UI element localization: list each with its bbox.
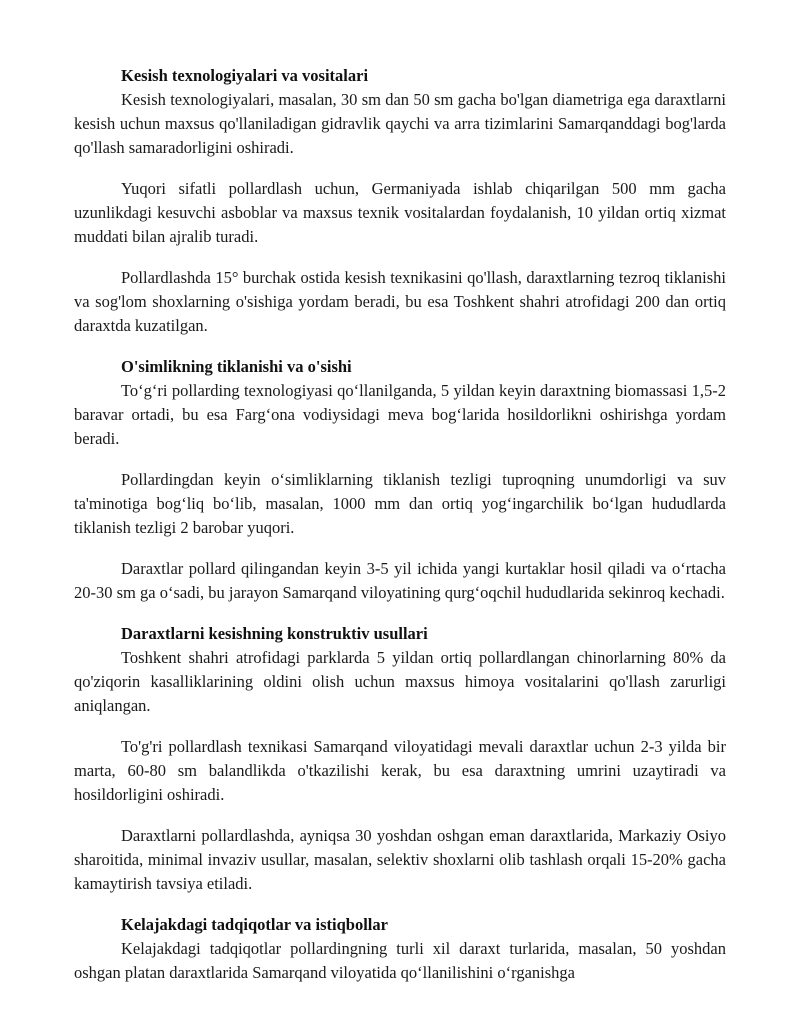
section-heading: O'simlikning tiklanishi va o'sishi — [121, 357, 352, 376]
section-heading: Kelajakdagi tadqiqotlar va istiqbollar — [121, 915, 388, 934]
paragraph: To'g'ri pollardlash texnikasi Samarqand viloyatidagi mevali daraxtlar uchun 2-3 yilda bir marta, 60-80 sm balandlikda o'tkazilishi kerak, bu esa daraxtning umrini uzaytiradi va hosildorligini oshiradi. — [74, 737, 726, 804]
section-future-research — [74, 913, 726, 985]
paragraph: Pollardingdan keyin o‘simliklarning tiklanish tezligi tuproqning unumdorligi va suv ta'minotiga bog‘liq bo‘lib, masalan, 1000 mm dan ortiq yog‘ingarchilik bo‘lgan hududlarda tiklanish tezligi 2 barobar yuqori. — [74, 470, 726, 537]
paragraph: To‘g‘ri pollarding texnologiyasi qo‘llanilganda, 5 yildan keyin daraxtning biomassasi 1,5-2 baravar ortadi, bu esa Farg‘ona vodiysidagi meva bog‘larida hosildorlikni oshirishga yordam beradi. — [74, 381, 726, 448]
section-cutting-technologies — [74, 64, 726, 338]
section-constructive-methods — [74, 622, 726, 896]
paragraph: Daraxtlar pollard qilingandan keyin 3-5 yil ichida yangi kurtaklar hosil qiladi va o‘rtacha 20-30 sm ga o‘sadi, bu jarayon Samarqand viloyatining qurg‘oqchil hududlarida sekinroq kechadi. — [74, 559, 726, 602]
paragraph: Yuqori sifatli pollardlash uchun, Germaniyada ishlab chiqarilgan 500 mm gacha uzunlikdagi kesuvchi asboblar va maxsus texnik vositalardan foydalanish, 10 yildan ortiq xizmat muddati bilan ajralib turadi. — [74, 179, 726, 246]
paragraph: Pollardlashda 15° burchak ostida kesish texnikasini qo'llash, daraxtlarning tezroq tiklanishi va sog'lom shoxlarning o'sishiga yordam beradi, bu esa Toshkent shahri atrofidagi 200 dan ortiq daraxtda kuzatilgan. — [74, 268, 726, 335]
section-plant-recovery — [74, 355, 726, 605]
document-page — [74, 64, 726, 985]
paragraph: Kesish texnologiyalari, masalan, 30 sm dan 50 sm gacha bo'lgan diametriga ega daraxtlarni kesish uchun maxsus qo'llaniladigan gidravlik qaychi va arra tizimlarini Samarqanddagi bog'larda qo'llash samaradorligini oshiradi. — [74, 90, 726, 157]
section-heading: Daraxtlarni kesishning konstruktiv usullari — [121, 624, 428, 643]
paragraph: Toshkent shahri atrofidagi parklarda 5 yildan ortiq pollardlangan chinorlarning 80% da qo'ziqorin kasalliklarining oldini olish uchun maxsus himoya vositalarini qo'llash zarurligi aniqlangan. — [74, 648, 726, 715]
section-heading: Kesish texnologiyalari va vositalari — [121, 66, 369, 85]
paragraph: Daraxtlarni pollardlashda, ayniqsa 30 yoshdan oshgan eman daraxtlarida, Markaziy Osiyo sharoitida, minimal invaziv usullar, masalan, selektiv shoxlarni olib tashlash orqali 15-20% gacha kamaytirish tavsiya etiladi. — [74, 826, 726, 893]
paragraph: Kelajakdagi tadqiqotlar pollardingning turli xil daraxt turlarida, masalan, 50 yoshdan oshgan platan daraxtlarida Samarqand viloyatida qo‘llanilishini o‘rganishga — [74, 939, 726, 982]
